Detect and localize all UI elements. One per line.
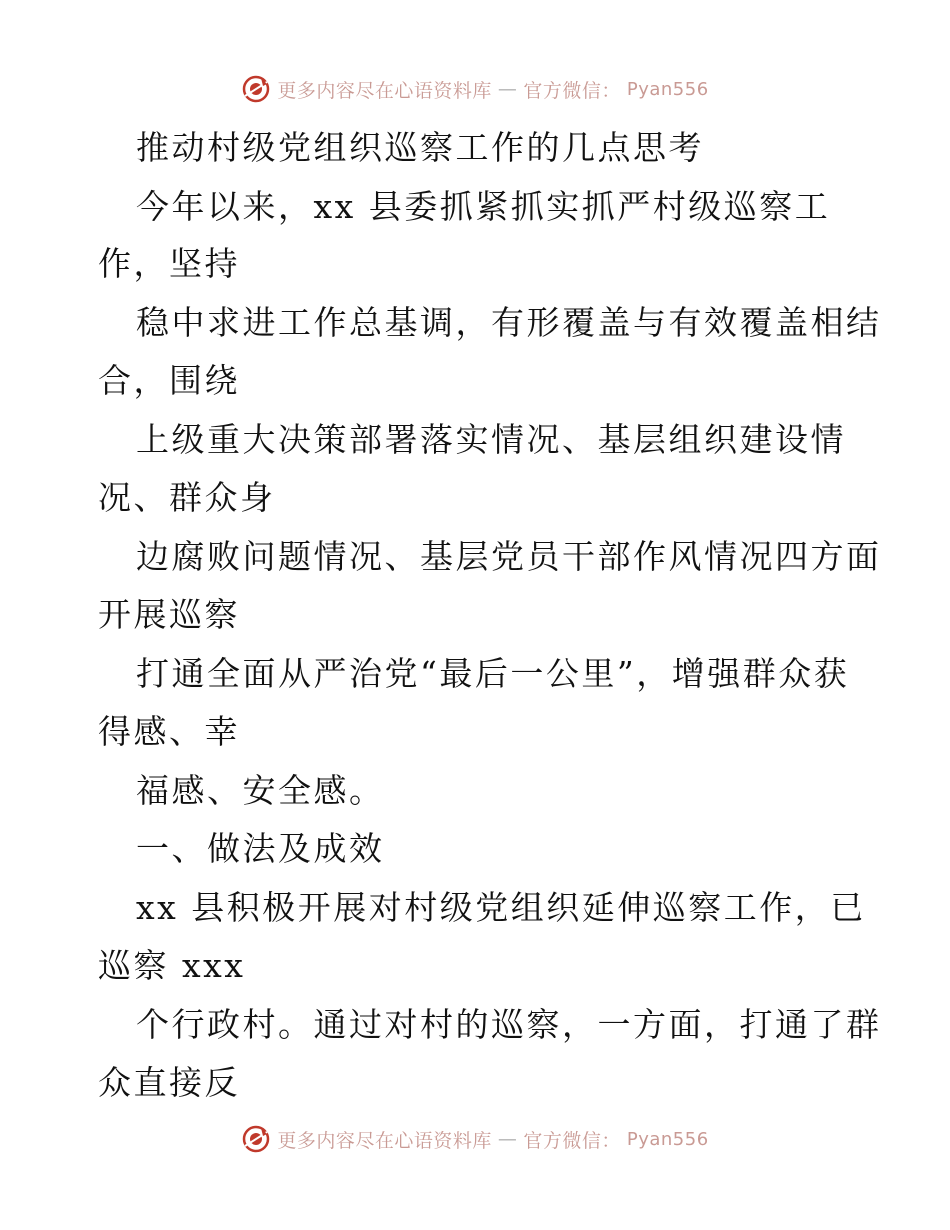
footer-watermark: [0, 1124, 950, 1154]
document-title: 推动村级党组织巡察工作的几点思考: [136, 128, 704, 167]
watermark-id: Pyan556: [626, 78, 709, 100]
brand-logo-icon: [241, 1124, 271, 1154]
paragraph-line: 稳中求进工作总基调，有形覆盖与有效覆盖相结: [136, 303, 882, 342]
paragraph-line: 福感、安全感。: [136, 771, 385, 810]
paragraph-line: 作，坚持: [98, 244, 240, 283]
watermark-text: 更多内容尽在心语资料库: [277, 1129, 492, 1152]
section-heading: 一、做法及成效: [136, 829, 385, 868]
watermark-id: Pyan556: [626, 1128, 709, 1150]
paragraph-line: 今年以来，xx 县委抓紧抓实抓严村级巡察工: [136, 187, 831, 226]
paragraph-line: 开展巡察: [98, 595, 240, 634]
watermark-separator: —: [497, 1128, 518, 1150]
paragraph-line: 众直接反: [98, 1063, 240, 1102]
paragraph-line: xx 县积极开展对村级党组织延伸巡察工作，已: [136, 888, 866, 927]
paragraph-line: 个行政村。通过对村的巡察，一方面，打通了群: [136, 1005, 882, 1044]
brand-logo-icon: [241, 74, 271, 104]
header-watermark: [0, 74, 950, 104]
watermark-contact: 官方微信：: [523, 79, 621, 102]
paragraph-line: 合，围绕: [98, 361, 240, 400]
paragraph-line: 边腐败问题情况、基层党员干部作风情况四方面: [136, 537, 882, 576]
watermark-separator: —: [497, 78, 518, 100]
paragraph-line: 得感、幸: [98, 712, 240, 751]
watermark-contact: 官方微信：: [523, 1129, 621, 1152]
paragraph-line: 巡察 xxx: [98, 946, 246, 985]
paragraph-line: 上级重大决策部署落实情况、基层组织建设情: [136, 420, 846, 459]
paragraph-line: 况、群众身: [98, 478, 276, 517]
paragraph-line: 打通全面从严治党“最后一公里”，增强群众获: [136, 654, 850, 693]
watermark-text: 更多内容尽在心语资料库: [277, 79, 492, 102]
